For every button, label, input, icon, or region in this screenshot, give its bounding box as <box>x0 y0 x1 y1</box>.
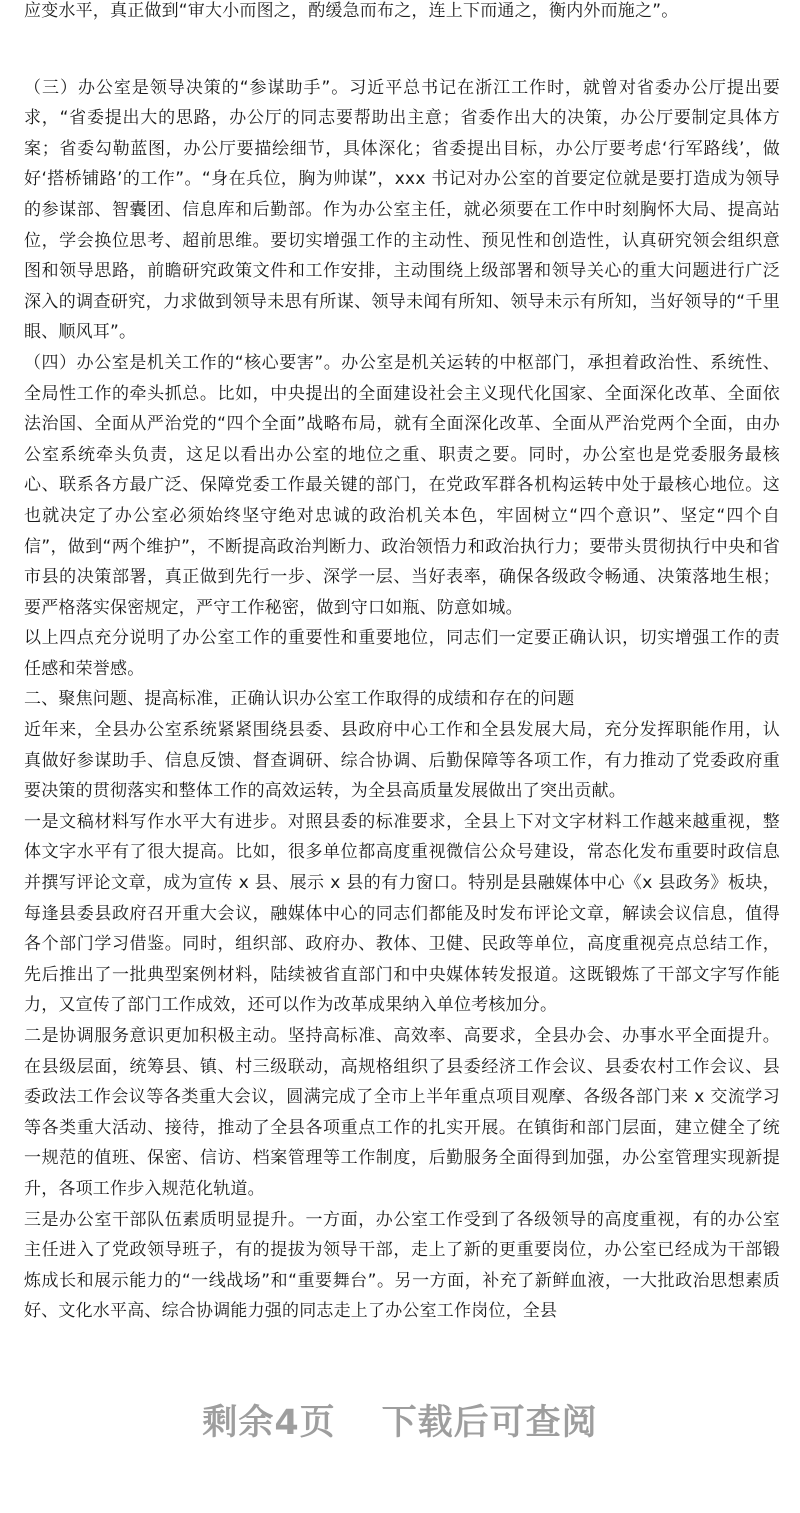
section-heading-2: 二、聚焦问题、提高标准，正确认识办公室工作取得的成绩和存在的问题 <box>24 689 575 710</box>
paragraph-recent-years: 近年来，全县办公室系统紧紧围绕县委、县政府中心工作和全县发展大局，充分发挥职能作用，认真做好参谋助手、信息反馈、督查调研、综合协调、后勤保障等各项工作，有力推动了党委政府重要决策的贯彻落实和整体工作的高效运转，为全县高质量发展做出了突出贡献。 <box>24 720 780 802</box>
paragraph-point-2: 二是协调服务意识更加积极主动。坚持高标准、高效率、高要求，全县办会、办事水平全面提升。在县级层面，统筹县、镇、村三级联动，高规格组织了县委经济工作会议、县委农村工作会议、县委政法工作会议等各类重大会议，圆满完成了全市上半年重点项目观摩、各级各部门来 x 交流学习等各类重大活动、接待，推动了全县各项重点工作的扎实开展。在镇街和部门层面，建立健全了统一规范的值班、保密、信访、档案管理等工作制度，后勤服务全面得到加强，办公室管理实现新提升，各项工作步入规范化轨道。 <box>24 1026 780 1199</box>
paragraph-section-3: （三）办公室是领导决策的“参谋助手”。习近平总书记在浙江工作时，就曾对省委办公厅提出要求，“省委提出大的思路，办公厅的同志要帮助出主意；省委作出大的决策，办公厅要制定具体方案；省委勾勒蓝图，办公厅要描绘细节，具体深化；省委提出目标，办公厅要考虑‘行军路线’，做好‘搭桥铺路’的工作”。“身在兵位，胸为帅谋”，xxx 书记对办公室的首要定位就是要打造成为领导的参谋部、智囊团、信息库和后勤部。作为办公室主任，就必须要在工作中时刻胸怀大局、提高站位，学会换位思考、超前思维。要切实增强工作的主动性、预见性和创造性，认真研究领会组织意图和领导思路，前瞻研究政策文件和工作安排，主动围绕上级部署和领导关心的重大问题进行广泛深入的调查研究，力求做到领导未思有所谋、领导未闻有所知、领导未示有所知，当好领导的“千里眼、顺风耳”。 <box>24 77 780 343</box>
download-to-view-label: 下载后可查阅 <box>381 1403 598 1443</box>
paragraph-section-4: （四）办公室是机关工作的“核心要害”。办公室是机关运转的中枢部门，承担着政治性、系统性、全局性工作的牵头抓总。比如，中央提出的全面建设社会主义现代化国家、全面深化改革、全面依法治国、全面从严治党的“四个全面”战略布局，就有全面深化改革、全面从严治党两个全面，由办公室系统牵头负责，这足以看出办公室的地位之重、职责之要。同时，办公室也是党委服务最核心、联系各方最广泛、保障党委工作最关键的部门，在党政军群各机构运转中处于最核心地位。这也就决定了办公室必须始终坚守绝对忠诚的政治机关本色，牢固树立“四个意识”、坚定“四个自信”，做到“两个维护”，不断提高政治判断力、政治领悟力和政治执行力；要带头贯彻执行中央和省市县的决策部署，真正做到先行一步、深学一层、当好表率，确保各级政令畅通、决策落地生根；要严格落实保密规定，严守工作秘密，做到守口如瓶、防意如城。 <box>24 352 780 618</box>
paragraph-intro-tail: 应变水平，真正做到“审大小而图之，酌缓急而布之，连上下而通之，衡内外而施之”。 <box>24 1 679 21</box>
paragraph-point-3: 三是办公室干部队伍素质明显提升。一方面，办公室工作受到了各级领导的高度重视，有的办公室主任进入了党政领导班子，有的提拔为领导干部，走上了新的更重要岗位，办公室已经成为干部锻炼成长和展示能力的“一线战场”和“重要舞台”。另一方面，补充了新鲜血液，一大批政治思想素质好、文化水平高、综合协调能力强的同志走上了办公室工作岗位，全县 <box>24 1209 780 1322</box>
document-body <box>24 0 780 1327</box>
paragraph-point-1: 一是文稿材料写作水平大有进步。对照县委的标准要求，全县上下对文字材料工作越来越重视，整体文字水平有了很大提高。比如，很多单位都高度重视微信公众号建设，常态化发布重要时政信息并撰写评论文章，成为宣传 x 县、展示 x 县的有力窗口。特别是县融媒体中心《x 县政务》板块，每逢县委县政府召开重大会议，融媒体中心的同志们都能及时发布评论文章，解读会议信息，值得各个部门学习借鉴。同时，组织部、政府办、教体、卫健、民政等单位，高度重视亮点总结工作，先后推出了一批典型案例材料，陆续被省直部门和中央媒体转发报道。这既锻炼了干部文字写作能力，又宣传了部门工作成效，还可以作为改革成果纳入单位考核加分。 <box>24 811 780 1016</box>
paragraph-summary: 以上四点充分说明了办公室工作的重要性和重要地位，同志们一定要正确认识，切实增强工作的责任感和荣誉感。 <box>24 628 780 679</box>
download-prompt[interactable] <box>0 1395 800 1445</box>
remaining-pages-label: 剩余4页 <box>202 1403 336 1443</box>
